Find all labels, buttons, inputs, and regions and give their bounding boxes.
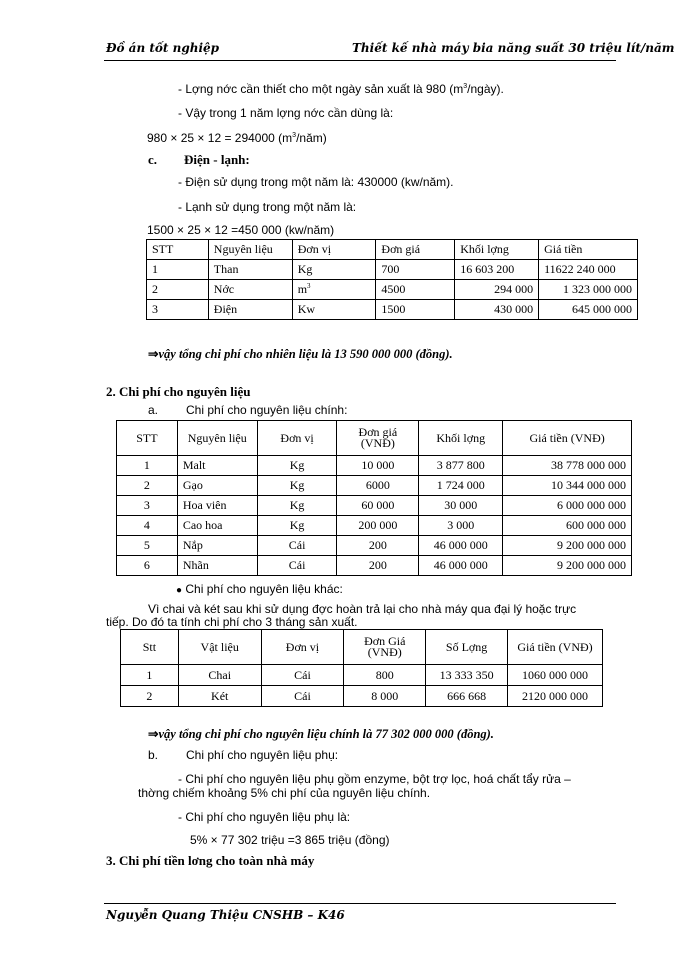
cell: 1 (117, 456, 178, 476)
cell: 666 668 (426, 686, 508, 707)
bottle-th: Đơn vị (261, 630, 344, 665)
bottle-th: Giá tiền (VNĐ) (508, 630, 603, 665)
cell: 9 200 000 000 (503, 556, 632, 576)
bottle-table-header (121, 630, 603, 665)
aux-b-label: b. (148, 748, 159, 762)
cell: Nhãn (177, 556, 257, 576)
fuel-table (146, 239, 638, 320)
cell: 3 000 (419, 516, 503, 536)
cell: 800 (344, 665, 426, 686)
cell: Hoa viên (177, 496, 257, 516)
cell: 2 (147, 280, 209, 300)
cell: Kg (257, 456, 337, 476)
cell: 5 (117, 536, 178, 556)
power-line1: - Điện sử dụng trong một năm là: 430000 (kw/năm). (178, 175, 454, 189)
cell: 1 323 000 000 (539, 280, 638, 300)
cell: 200 (337, 556, 419, 576)
table-row (121, 665, 603, 686)
cell: 2 (117, 476, 178, 496)
cell: 6000 (337, 476, 419, 496)
fuel-th: STT (147, 240, 209, 260)
cell: 2 (121, 686, 179, 707)
cell: 9 200 000 000 (503, 536, 632, 556)
bullet-icon: ● (176, 585, 183, 596)
cell: 8 000 (344, 686, 426, 707)
cell: 13 333 350 (426, 665, 508, 686)
material-table-header (117, 421, 632, 456)
material-th: STT (117, 421, 178, 456)
cell: 3 (147, 300, 209, 320)
table-row (121, 686, 603, 707)
cell: Kg (292, 260, 376, 280)
arrow-icon: ⇒ (148, 727, 159, 741)
cell: 1 724 000 (419, 476, 503, 496)
cell: 16 603 200 (455, 260, 539, 280)
power-title: Điện - lạnh: (184, 152, 250, 167)
material-th: Giá tiền (VNĐ) (503, 421, 632, 456)
section2-a-text: Chi phí cho nguyên liệu chính: (186, 403, 348, 417)
cell: Than (208, 260, 292, 280)
cell: 645 000 000 (539, 300, 638, 320)
material-th: Đơn giá (VNĐ) (337, 421, 419, 456)
cell: 3 877 800 (419, 456, 503, 476)
fuel-th: Giá tiền (539, 240, 638, 260)
cell: 600 000 000 (503, 516, 632, 536)
water-calc: 980 × 25 × 12 = 294000 $(m^3/năm)$ (147, 131, 327, 145)
cell: Két (178, 686, 261, 707)
cell: Cái (257, 536, 337, 556)
material-table (116, 420, 632, 576)
main-total: ⇒vậy tổng chi phí cho nguyên liệu chính là 77 302 000 000 (đồng). (148, 727, 494, 741)
cell: 6 000 000 000 (503, 496, 632, 516)
cell: 2120 000 000 (508, 686, 603, 707)
material-th: Đơn vị (257, 421, 337, 456)
section3-title: 3. Chi phí tiền lơng cho toàn nhà máy (106, 853, 315, 868)
header-rule (104, 60, 616, 61)
footer-rule (104, 903, 616, 904)
aux-line2: thờng chiếm khoảng 5% chi phí của nguyên liệu chính. (138, 786, 431, 800)
power-label: c. (148, 152, 158, 167)
cell: 1 (121, 665, 179, 686)
table-row (147, 280, 638, 300)
cell: 4500 (376, 280, 455, 300)
power-line2: - Lạnh sử dụng trong một năm là: (178, 200, 357, 214)
bottle-th: Đơn Giá (VNĐ) (344, 630, 426, 665)
fuel-table-header (147, 240, 638, 260)
cell: 200 000 (337, 516, 419, 536)
water-line1: - Lợng nớc cần thiết cho một ngày sản xuất là 980 $(m^3/ngày)$. (178, 82, 504, 96)
table-row (117, 496, 632, 516)
cell: 46 000 000 (419, 536, 503, 556)
header-left: Đồ án tốt nghiệp (106, 41, 220, 55)
fuel-total: ⇒vậy tổng chi phí cho nhiên liệu là 13 590 000 000 (đồng). (148, 347, 453, 361)
cell: 60 000 (337, 496, 419, 516)
power-calc: 1500 × 25 × 12 =450 000 (kw/năm) (147, 223, 335, 237)
water-line2: - Vậy trong 1 năm lợng nớc cần dùng là: (178, 106, 394, 120)
table-row (117, 556, 632, 576)
cell: 1060 000 000 (508, 665, 603, 686)
cell: Cái (261, 686, 344, 707)
cell: 700 (376, 260, 455, 280)
table-row (117, 516, 632, 536)
cell: Malt (177, 456, 257, 476)
section2-a-label: a. (148, 403, 159, 417)
bottle-th: Vật liệu (178, 630, 261, 665)
cell: Kg (257, 516, 337, 536)
other-para1: Vì chai và két sau khi sử dụng đợc hoàn trả lại cho nhà máy qua đại lý hoặc trực (148, 602, 577, 616)
bottle-th: Số Lợng (426, 630, 508, 665)
cell: Chai (178, 665, 261, 686)
cell: Nớc (208, 280, 292, 300)
cell: 46 000 000 (419, 556, 503, 576)
bottle-th: Stt (121, 630, 179, 665)
cell: Kg (257, 476, 337, 496)
cell: Nắp (177, 536, 257, 556)
bottle-table (120, 629, 603, 707)
cell: 38 778 000 000 (503, 456, 632, 476)
cell: 11622 240 000 (539, 260, 638, 280)
material-th: Nguyên liệu (177, 421, 257, 456)
aux-calc: 5% × 77 302 triệu =3 865 triệu (đồng) (190, 833, 390, 847)
fuel-th: Đơn giá (376, 240, 455, 260)
other-bullet: ● Chi phí cho nguyên liệu khác: (176, 582, 343, 596)
table-row (147, 260, 638, 280)
cell: 200 (337, 536, 419, 556)
cell: Kw (292, 300, 376, 320)
cell: 6 (117, 556, 178, 576)
table-row (117, 456, 632, 476)
table-row (117, 476, 632, 496)
cell: $m^3$ (292, 280, 376, 300)
aux-b-text: Chi phí cho nguyên liệu phụ: (186, 748, 339, 762)
other-para2: tiếp. Do đó ta tính chi phí cho 3 tháng sản xuất. (106, 615, 358, 629)
arrow-icon: ⇒ (148, 347, 159, 361)
cell: 30 000 (419, 496, 503, 516)
aux-line3: - Chi phí cho nguyên liệu phụ là: (178, 810, 351, 824)
fuel-th: Đơn vị (292, 240, 376, 260)
cell: Điện (208, 300, 292, 320)
cell: Cái (261, 665, 344, 686)
cell: 1 (147, 260, 209, 280)
cell: 10 344 000 000 (503, 476, 632, 496)
footer-left: Nguyễn Quang Thiệu CNSHB – K46 (106, 908, 345, 922)
material-th: Khối lợng (419, 421, 503, 456)
cell: 3 (117, 496, 178, 516)
header-right: Thiết kế nhà máy bia năng suất 30 triệu lít/năm (352, 41, 675, 55)
section2-title: 2. Chi phí cho nguyên liệu (106, 384, 251, 399)
cell: Cao hoa (177, 516, 257, 536)
cell: 294 000 (455, 280, 539, 300)
aux-line1: - Chi phí cho nguyên liệu phụ gồm enzyme, bột trợ lọc, hoá chất tẩy rửa – (178, 772, 571, 786)
fuel-th: Nguyên liệu (208, 240, 292, 260)
cell: 1500 (376, 300, 455, 320)
table-row (147, 300, 638, 320)
cell: 10 000 (337, 456, 419, 476)
cell: 4 (117, 516, 178, 536)
table-row (117, 536, 632, 556)
fuel-th: Khối lợng (455, 240, 539, 260)
cell: Cái (257, 556, 337, 576)
cell: Gạo (177, 476, 257, 496)
cell: 430 000 (455, 300, 539, 320)
cell: Kg (257, 496, 337, 516)
